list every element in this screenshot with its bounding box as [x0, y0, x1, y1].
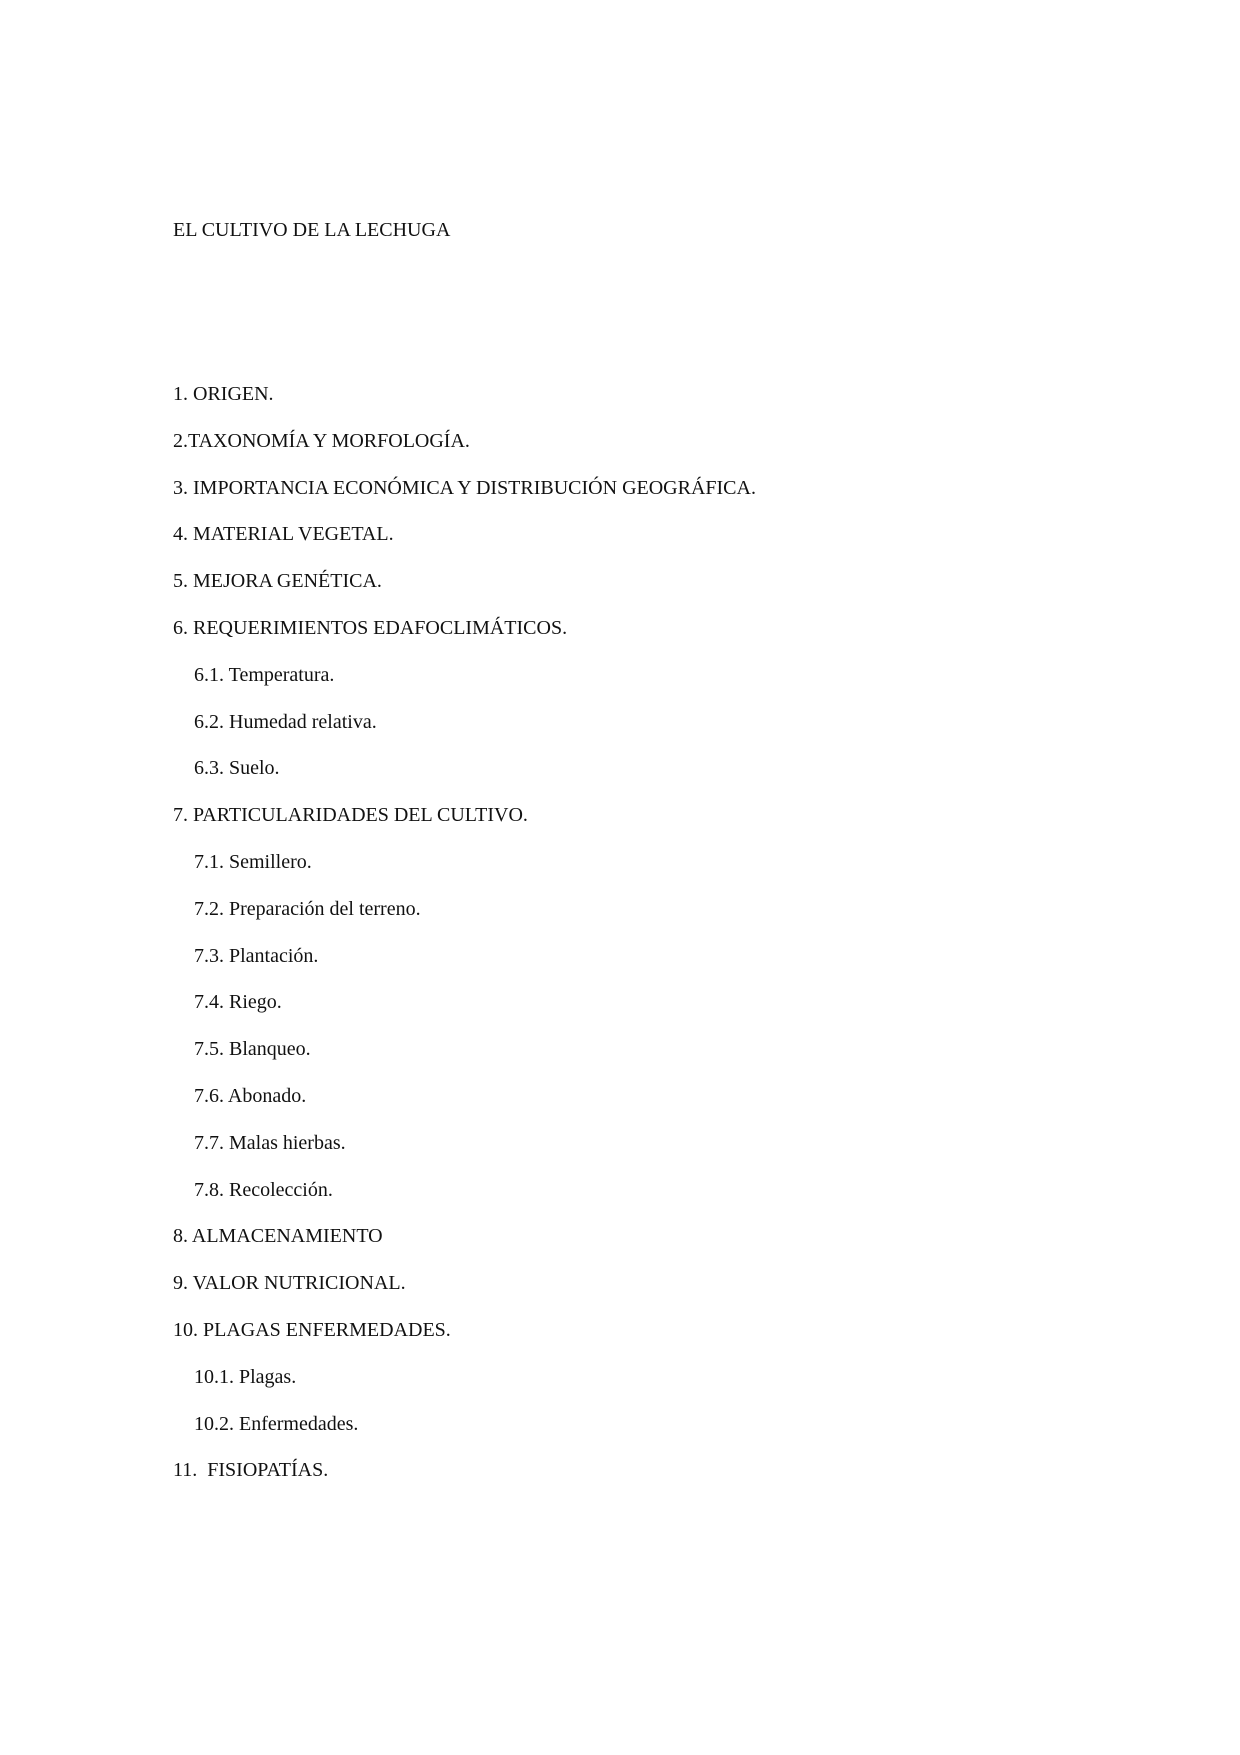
toc-subsection-entry: 6.1. Temperatura. [194, 663, 335, 686]
toc-subsection-entry: 7.7. Malas hierbas. [194, 1131, 346, 1154]
toc-subsection-entry: 7.1. Semillero. [194, 850, 312, 873]
toc-section-entry: 1. ORIGEN. [173, 383, 274, 405]
toc-section-entry: 10. PLAGAS ENFERMEDADES. [173, 1318, 451, 1341]
toc-subsection-entry: 7.2. Preparación del terreno. [194, 897, 421, 920]
toc-section-entry: 9. VALOR NUTRICIONAL. [173, 1272, 406, 1295]
toc-section-entry: 7. PARTICULARIDADES DEL CULTIVO. [173, 804, 528, 827]
toc-subsection-entry: 6.3. Suelo. [194, 757, 280, 780]
toc-subsection-entry: 10.1. Plagas. [194, 1365, 297, 1388]
toc-subsection-entry: 7.8. Recolección. [194, 1178, 333, 1201]
toc-subsection-entry: 7.6. Abonado. [194, 1084, 307, 1107]
table-of-contents [173, 381, 756, 1504]
toc-section-entry: 5. MEJORA GENÉTICA. [173, 570, 382, 593]
toc-section-entry: 2.TAXONOMÍA Y MORFOLOGÍA. [173, 429, 470, 452]
toc-section-entry: 8. ALMACENAMIENTO [173, 1225, 383, 1248]
toc-subsection-entry: 7.3. Plantación. [194, 944, 319, 967]
toc-section-entry: 11. FISIOPATÍAS. [173, 1459, 329, 1482]
toc-section-entry: 6. REQUERIMIENTOS EDAFOCLIMÁTICOS. [173, 616, 568, 639]
toc-subsection-entry: 7.5. Blanqueo. [194, 1038, 311, 1061]
toc-section-entry: 3. IMPORTANCIA ECONÓMICA Y DISTRIBUCIÓN GEOGRÁFICA. [173, 476, 756, 499]
document-title: EL CULTIVO DE LA LECHUGA [173, 219, 451, 241]
toc-subsection-entry: 10.2. Enfermedades. [194, 1412, 359, 1435]
toc-subsection-entry: 6.2. Humedad relativa. [194, 710, 377, 733]
toc-section-entry: 4. MATERIAL VEGETAL. [173, 523, 394, 546]
toc-subsection-entry: 7.4. Riego. [194, 991, 282, 1014]
